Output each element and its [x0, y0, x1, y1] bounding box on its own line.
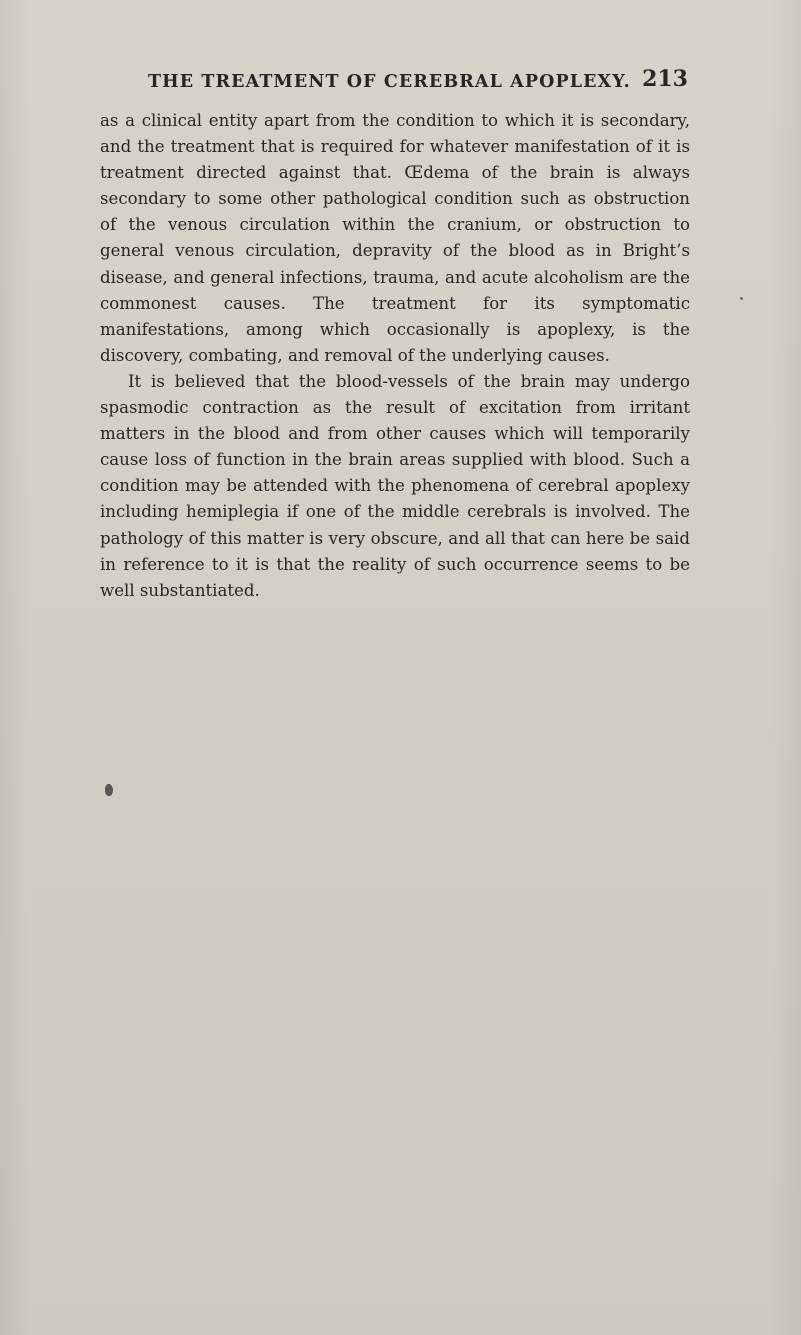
body-text	[100, 108, 690, 604]
paragraph: It is believed that the blood-vessels of the brain may undergo spasmodic contraction as the result of excitation from irritant matters in the blood and from other causes which will temporarily cause loss of function in the brain areas supplied with blood. Such a condition may be attended with the phenomena of cerebral apoplexy including hemiplegia if one of the middle cerebrals is involved. The pathology of this matter is very obscure, and all that can here be said in reference to it is that the reality of such occurrence seems to be well substantiated.	[100, 371, 690, 600]
ink-speck	[105, 784, 113, 796]
running-title: THE TREATMENT OF CEREBRAL APOPLEXY.	[148, 72, 631, 92]
ink-speck	[740, 297, 743, 300]
running-head	[148, 66, 688, 98]
page-number: 213	[642, 66, 688, 92]
paragraph: as a clinical entity apart from the condition to which it is secondary, and the treatment that is required for whatever manifestation of it is treatment directed against that. Œdema of the brain is always secondary to some other pathological condition such as obstruction of the venous circulation within the cranium, or obstruction to general venous circulation, depravity of the blood as in Bright’s disease, and general infections, trauma, and acute alcoholism are the commonest causes. The treatment for its symptomatic manifestations, among which occasionally is apoplexy, is the discovery, combating, and removal of the underlying causes.	[100, 111, 690, 365]
